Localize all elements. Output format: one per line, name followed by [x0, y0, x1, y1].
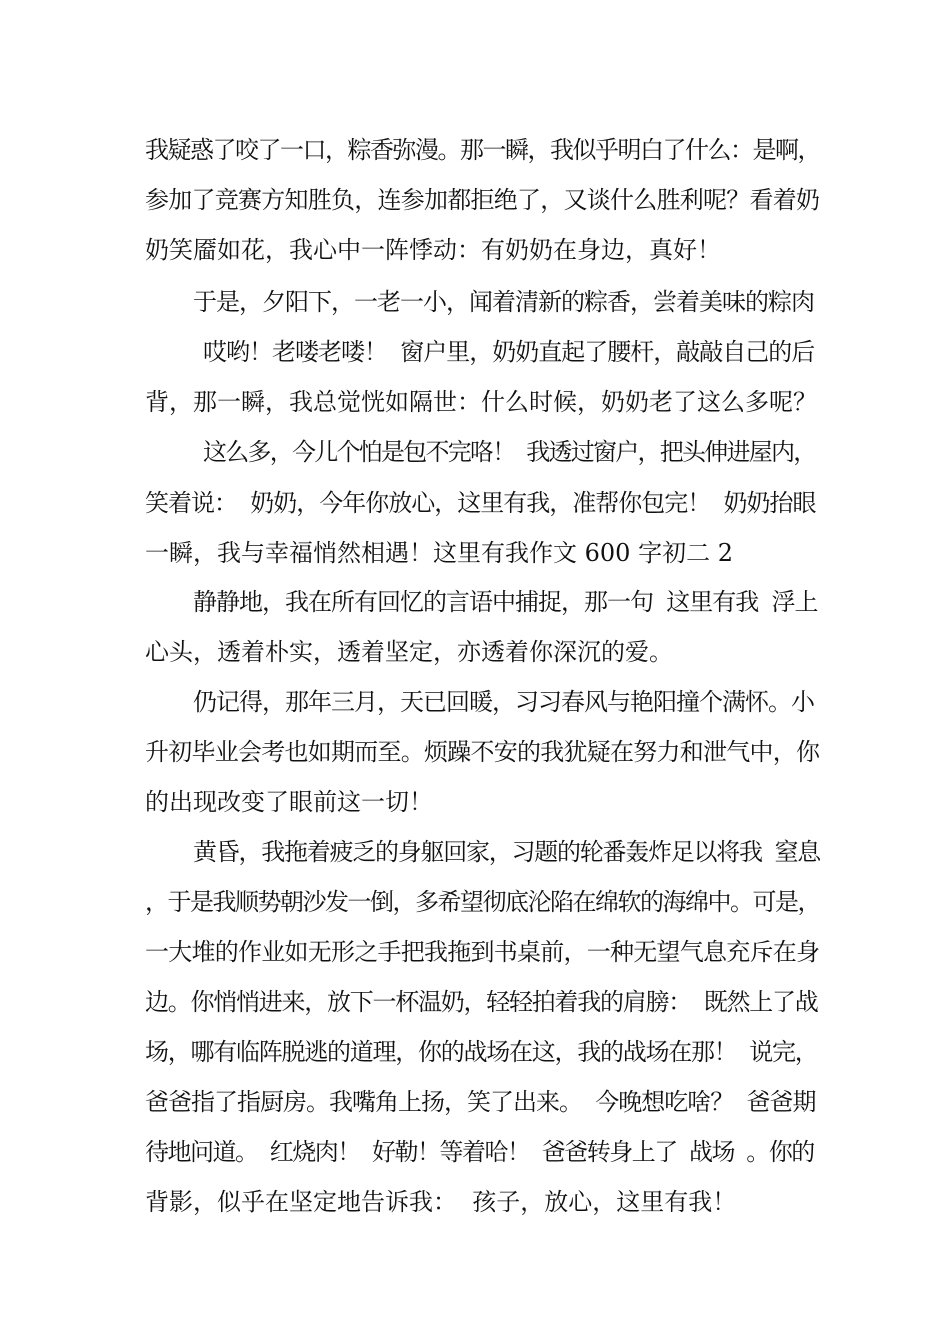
text-line-3: 奶笑靥如花，我心中一阵悸动：有奶奶在身边，真好！ — [145, 236, 721, 264]
text-line-20: 爸爸指了指厨房。我嘴角上扬，笑了出来。 今晚想吃啥？ 爸爸期 — [145, 1088, 816, 1116]
text-line-16: ，于是我顺势朝沙发一倒，多希望彻底沦陷在绵软的海绵中。可是， — [145, 888, 820, 916]
text-line-11: 心头，透着朴实，透着坚定，亦透着你深沉的爱。 — [145, 638, 673, 666]
text-line-9: 一瞬，我与幸福悄然相遇！这里有我作文 600 字初二 2 — [145, 539, 733, 567]
text-line-10: 静静地，我在所有回忆的言语中捕捉，那一句 这里有我 浮上 — [193, 588, 818, 616]
text-line-14: 的出现改变了眼前这一切！ — [145, 788, 433, 816]
text-line-18: 边。你悄悄进来，放下一杯温奶，轻轻拍着我的肩膀： 既然上了战 — [145, 988, 818, 1016]
text-line-7: 这么多，今儿个怕是包不完咯！ 我透过窗户，把头伸进屋内， — [203, 438, 816, 466]
text-line-2: 参加了竞赛方知胜负，连参加都拒绝了，又谈什么胜利呢？看着奶 — [145, 186, 820, 214]
text-line-12: 仍记得，那年三月，天已回暖，习习春风与艳阳撞个满怀。小 — [193, 688, 814, 716]
text-line-13: 升初毕业会考也如期而至。烦躁不安的我犹疑在努力和泄气中，你 — [145, 738, 820, 766]
text-line-19: 场，哪有临阵脱逃的道理，你的战场在这，我的战场在那！ 说完， — [145, 1038, 818, 1066]
text-line-8: 笑着说： 奶奶，今年你放心，这里有我，准帮你包完！ 奶奶抬眼 — [145, 489, 816, 517]
text-line-6: 背，那一瞬，我总觉恍如隔世：什么时候，奶奶老了这么多呢？ — [145, 388, 817, 416]
text-line-17: 一大堆的作业如无形之手把我拖到书桌前，一种无望气息充斥在身 — [145, 938, 820, 966]
text-line-5: 哎哟！老喽老喽！ 窗户里，奶奶直起了腰杆，敲敲自己的后 — [203, 338, 815, 366]
text-line-1: 我疑惑了咬了一口，粽香弥漫。那一瞬，我似乎明白了什么：是啊， — [145, 136, 820, 164]
text-line-22: 背影，似乎在坚定地告诉我： 孩子，放心，这里有我！ — [145, 1188, 737, 1216]
text-line-21: 待地问道。 红烧肉！ 好勒！等着哈！ 爸爸转身上了 战场 。你的 — [145, 1138, 814, 1166]
text-line-15: 黄昏，我拖着疲乏的身躯回家，习题的轮番轰炸足以将我 窒息 — [193, 838, 821, 866]
text-line-4: 于是，夕阳下，一老一小，闻着清新的粽香，尝着美味的粽肉 — [193, 288, 814, 316]
